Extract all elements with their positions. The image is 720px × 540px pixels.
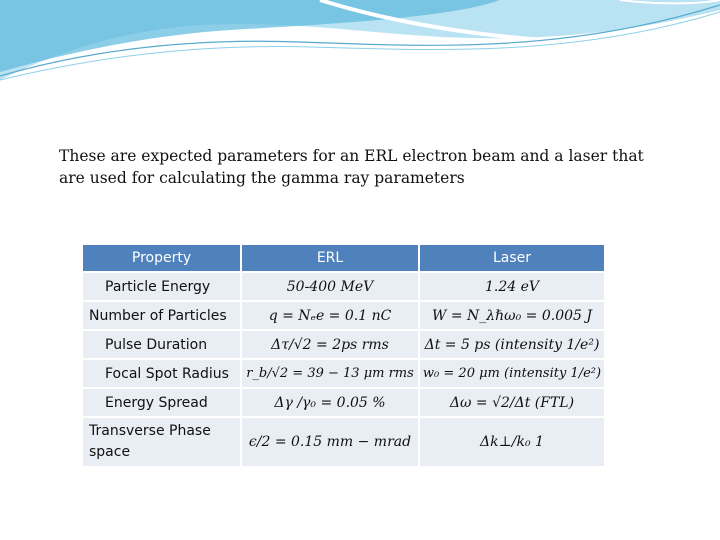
erl-value-cell: q = Nₑe = 0.1 nC <box>241 301 419 330</box>
parameters-table <box>81 243 606 468</box>
table-header-row <box>82 244 605 272</box>
table-row <box>82 272 605 301</box>
header-property: Property <box>82 244 241 272</box>
laser-value-cell: w₀ = 20 μm (intensity 1/e²) <box>419 359 605 388</box>
laser-value-cell: Δω = √2/Δt (FTL) <box>419 388 605 417</box>
laser-value-cell: 1.24 eV <box>419 272 605 301</box>
property-cell: Energy Spread <box>82 388 241 417</box>
property-cell: Focal Spot Radius <box>82 359 241 388</box>
property-cell: Number of Particles <box>82 301 241 330</box>
property-cell: Transverse Phase space <box>82 417 241 467</box>
header-laser: Laser <box>419 244 605 272</box>
erl-value-cell: Δτ/√2 = 2ps rms <box>241 330 419 359</box>
table-row <box>82 330 605 359</box>
erl-value-cell: Δγ /γ₀ = 0.05 % <box>241 388 419 417</box>
table-row <box>82 301 605 330</box>
property-cell: Particle Energy <box>82 272 241 301</box>
property-cell: Pulse Duration <box>82 330 241 359</box>
laser-value-cell: W = N_λℏω₀ = 0.005 J <box>419 301 605 330</box>
intro-paragraph: These are expected parameters for an ERL electron beam and a laser that are used for calculating the gamma ray parameters <box>59 147 644 187</box>
erl-value-cell: 50-400 MeV <box>241 272 419 301</box>
erl-value-cell: ϵ/2 = 0.15 mm − mrad <box>241 417 419 467</box>
laser-value-cell: Δk⊥/k₀ 1 <box>419 417 605 467</box>
table-row <box>82 417 605 467</box>
decorative-wave-banner <box>0 0 720 90</box>
table-row <box>82 388 605 417</box>
erl-value-cell: r_b/√2 = 39 − 13 μm rms <box>241 359 419 388</box>
table-row <box>82 359 605 388</box>
header-erl: ERL <box>241 244 419 272</box>
laser-value-cell: Δt = 5 ps (intensity 1/e²) <box>419 330 605 359</box>
